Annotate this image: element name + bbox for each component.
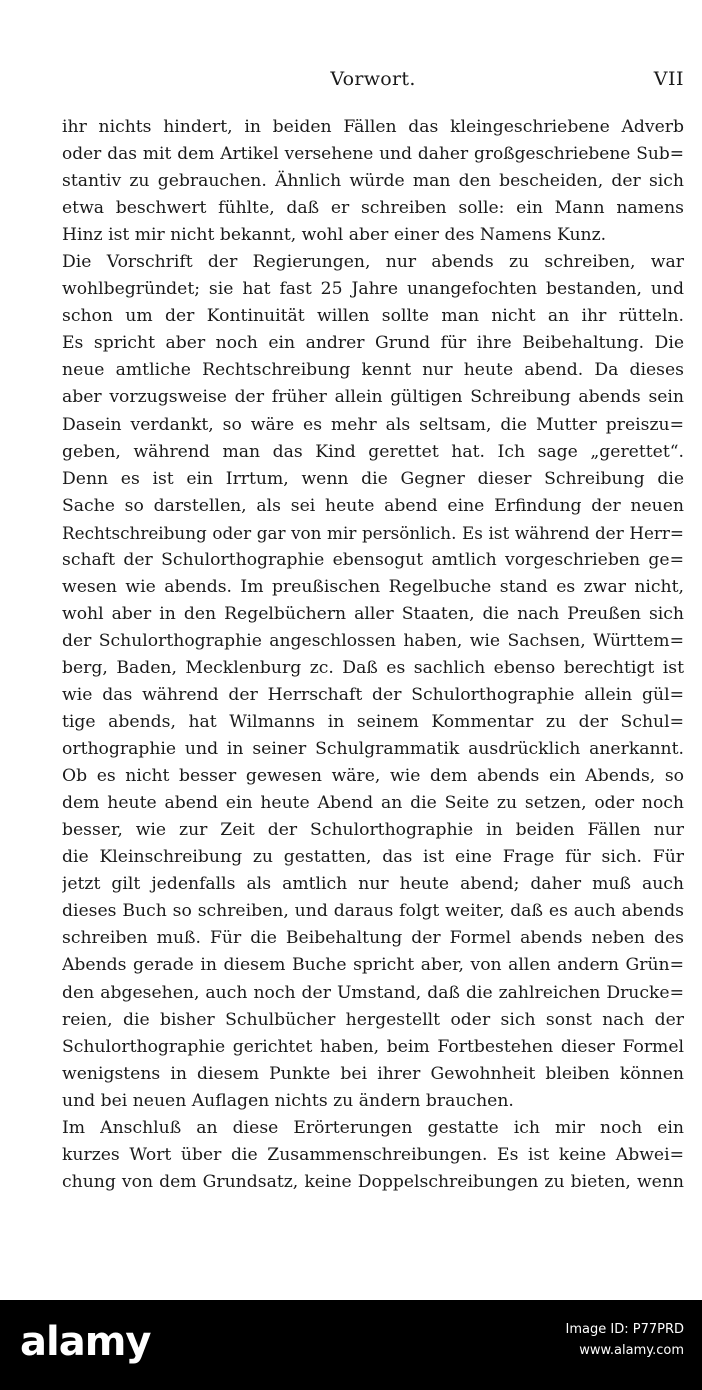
- text-line: Die Vorschrift der Regierungen, nur abends zu schreiben, war: [62, 252, 684, 273]
- text-line: Schulorthographie gerichtet haben, beim Fortbestehen dieser Formel: [62, 1036, 684, 1057]
- text-line: Denn es ist ein Irrtum, wenn die Gegner dieser Schreibung die: [62, 468, 684, 489]
- text-line: Hinz ist mir nicht bekannt, wohl aber einer des Namens Kunz.: [62, 225, 607, 246]
- page-number: VII: [653, 68, 684, 90]
- alamy-logo: alamy: [20, 1319, 151, 1365]
- text-line: Abends gerade in diesem Buche spricht aber, von allen andern Grün=: [62, 955, 684, 976]
- text-line: reien, die bisher Schulbücher hergestellt oder sich sonst nach der: [62, 1009, 684, 1030]
- text-line: besser, wie zur Zeit der Schulorthographie in beiden Fällen nur: [62, 820, 684, 841]
- text-line: wohl aber in den Regelbüchern aller Staaten, die nach Preußen sich: [62, 603, 684, 624]
- text-line: orthographie und in seiner Schulgrammatik ausdrücklich anerkannt.: [62, 739, 684, 760]
- text-line: berg, Baden, Mecklenburg zc. Daß es sachlich ebenso berechtigt ist: [62, 657, 684, 678]
- text-line: jetzt gilt jedenfalls als amtlich nur heute abend; daher muß auch: [62, 874, 684, 895]
- text-line: wenigstens in diesem Punkte bei ihrer Gewohnheit bleiben können: [62, 1063, 684, 1084]
- text-line: wie das während der Herrschaft der Schulorthographie allein gül=: [62, 684, 684, 705]
- text-line: chung von dem Grundsatz, keine Doppelschreibungen zu bieten, wenn: [62, 1171, 684, 1192]
- text-line: Es spricht aber noch ein andrer Grund für ihre Beibehaltung. Die: [62, 333, 684, 354]
- text-line: oder das mit dem Artikel versehene und daher großgeschriebene Sub=: [62, 144, 684, 165]
- text-line: etwa beschwert fühlte, daß er schreiben solle: ein Mann namens: [62, 198, 684, 219]
- text-line: tige abends, hat Wilmanns in seinem Kommentar zu der Schul=: [62, 712, 684, 733]
- watermark-info: [566, 1320, 684, 1362]
- text-line: der Schulorthographie angeschlossen haben, wie Sachsen, Württem=: [62, 630, 684, 651]
- text-line: schon um der Kontinuität willen sollte man nicht an ihr rütteln.: [62, 306, 684, 327]
- text-line: ihr nichts hindert, in beiden Fällen das kleingeschriebene Adverb: [62, 117, 684, 137]
- text-line: neue amtliche Rechtschreibung kennt nur heute abend. Da dieses: [62, 360, 684, 381]
- text-line: dem heute abend ein heute Abend an die Seite zu setzen, oder noch: [62, 793, 684, 814]
- text-line: Rechtschreibung oder gar von mir persönlich. Es ist während der Herr=: [62, 522, 684, 543]
- text-line: wohlbegründet; sie hat fast 25 Jahre unangefochten bestanden, und: [62, 279, 684, 300]
- text-line: wesen wie abends. Im preußischen Regelbuche stand es zwar nicht,: [62, 576, 684, 597]
- watermark-bar: [0, 1300, 702, 1390]
- text-line: die Kleinschreibung zu gestatten, das ist eine Frage für sich. Für: [62, 847, 684, 868]
- text-line: schaft der Schulorthographie ebensogut amtlich vorgeschrieben ge=: [62, 549, 684, 570]
- body-text: [62, 114, 684, 1196]
- text-line: Sache so darstellen, als sei heute abend eine Erfindung der neuen: [62, 495, 684, 516]
- text-line: kurzes Wort über die Zusammenschreibungen. Es ist keine Abwei=: [62, 1144, 684, 1165]
- text-line: geben, während man das Kind gerettet hat. Ich sage „gerettet“.: [62, 441, 684, 462]
- text-line: aber vorzugsweise der früher allein gültigen Schreibung abends sein: [62, 387, 684, 408]
- running-head-title: Vorwort.: [330, 68, 416, 90]
- text-line: Ob es nicht besser gewesen wäre, wie dem abends ein Abends, so: [62, 766, 684, 787]
- text-line: stantiv zu gebrauchen. Ähnlich würde man den bescheiden, der sich: [62, 171, 684, 192]
- text-line: Im Anschluß an diese Erörterungen gestatte ich mir noch ein: [62, 1117, 684, 1138]
- text-line: den abgesehen, auch noch der Umstand, daß die zahlreichen Drucke=: [62, 982, 684, 1003]
- text-line: und bei neuen Auflagen nichts zu ändern brauchen.: [62, 1090, 514, 1111]
- image-id: Image ID: P77PRD: [565, 1322, 684, 1337]
- text-line: dieses Buch so schreiben, und daraus folgt weiter, daß es auch abends: [62, 901, 684, 922]
- text-line: Dasein verdankt, so wäre es mehr als seltsam, die Mutter preiszu=: [62, 414, 684, 435]
- text-line: schreiben muß. Für die Beibehaltung der Formel abends neben des: [62, 928, 684, 949]
- watermark-url: www.alamy.com: [579, 1343, 684, 1358]
- running-head: [62, 62, 684, 96]
